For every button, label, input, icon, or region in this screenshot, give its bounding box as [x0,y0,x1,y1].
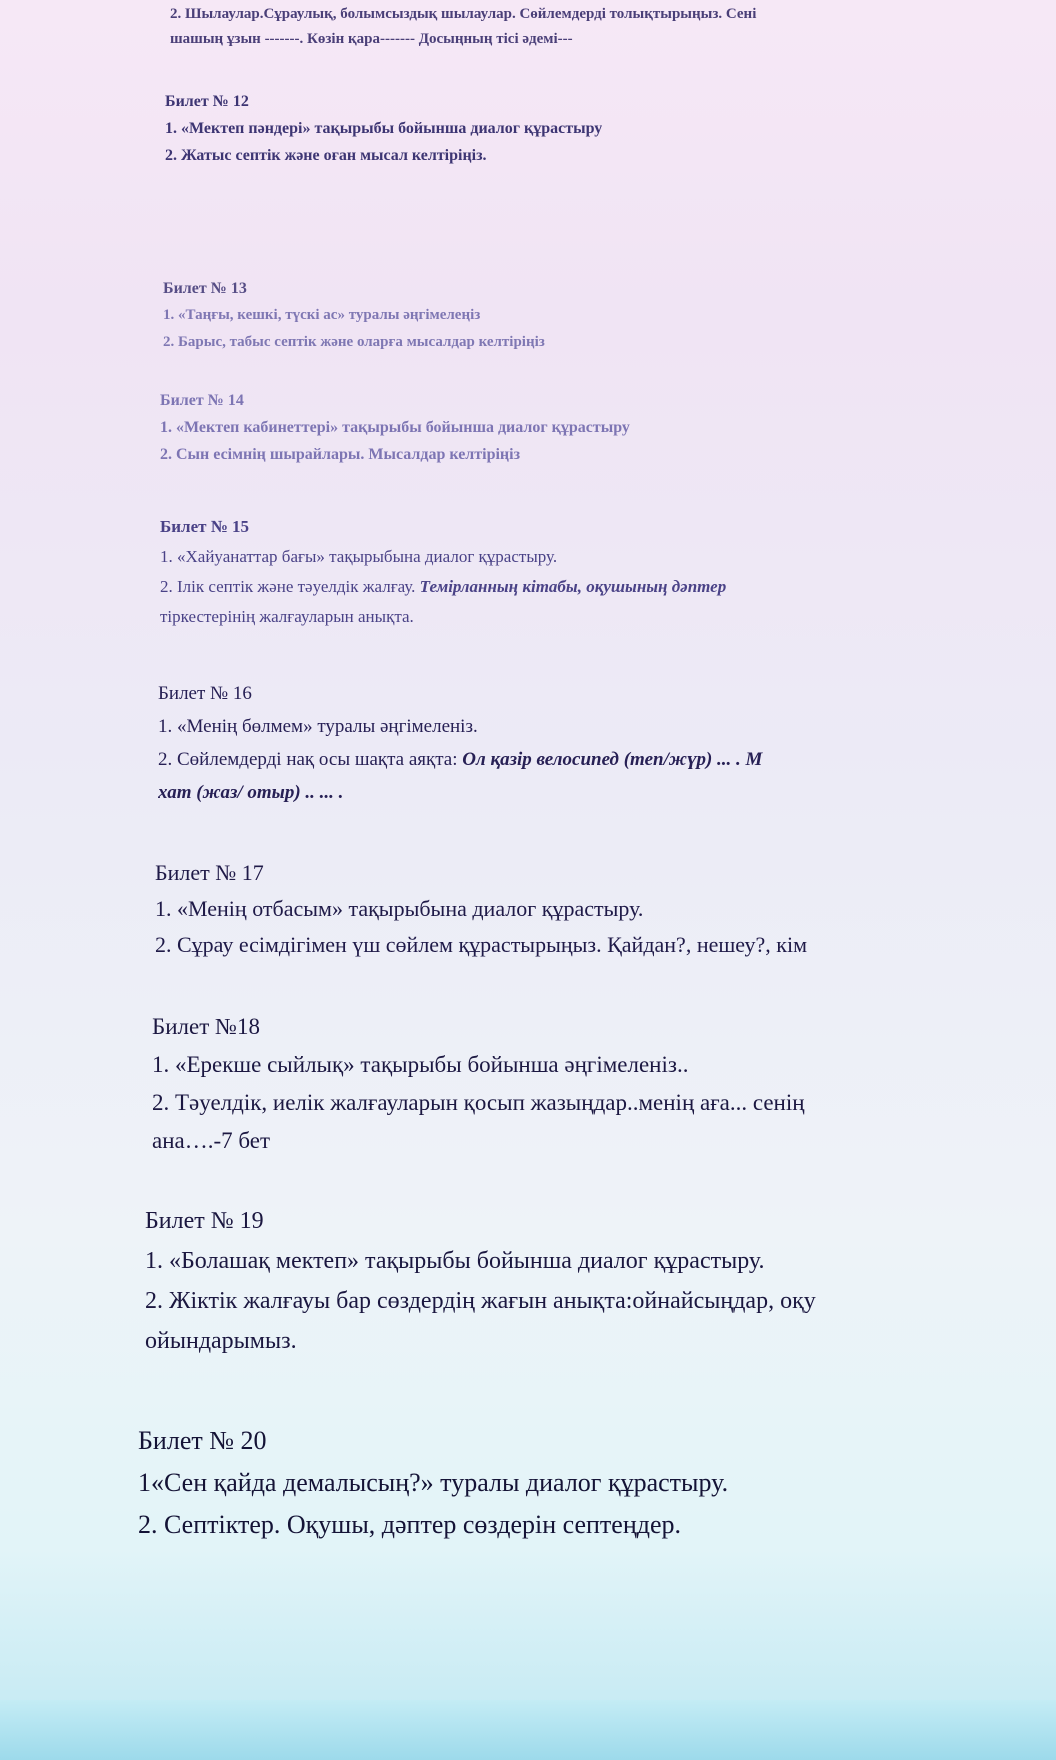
ticket-question: 1«Сен қайда демалысың?» туралы диалог құрастыру. [138,1468,729,1497]
ticket-question: 2. Жатыс септік және оған мысал келтіріңіз. [165,147,487,164]
ticket-19 [145,1201,1056,1361]
ticket-question: 2. Сын есімнің шырайлары. Мысалдар келтіріңіз [160,446,521,463]
ticket-question: тіркестерінің жалғауларын анықта. [160,607,414,626]
ticket-question [160,572,1056,602]
ticket-title: Билет № 13 [163,280,247,297]
ticket-question: 2. Тәуелдік, иелік жалғауларын қосып жазыңдар..менің аға... сенің [152,1090,805,1115]
intro-line: 2. Шылаулар.Сұраулық, болымсыздық шылаулар. Сөйлемдерді толықтырыңыз. Сені [170,6,757,22]
ticket-title: Билет №18 [152,1014,260,1039]
ticket-18 [152,1008,1056,1160]
ticket-15 [160,512,1056,632]
ticket-title: Билет № 15 [160,517,250,536]
ticket-question: 1. «Таңғы, кешкі, түскі ас» туралы әңгімелеңіз [163,307,481,323]
ticket-question-example: хат (жаз/ отыр) .. ... . [158,782,344,803]
intro-line: шашың ұзын -------. Көзін қара------- Досыңның тісі әдемі--- [170,31,573,47]
ticket-question: 1. «Хайуанаттар бағы» тақырыбына диалог құрастыру. [160,547,558,566]
ticket-question: 2. Барыс, табыс септік және оларға мысалдар келтіріңіз [163,334,545,350]
ticket-question: 1. «Менің отбасым» тақырыбына диалог құрастыру. [155,896,644,921]
ticket-14 [160,387,630,468]
page-bottom-edge [0,1700,1056,1760]
ticket-question: 2. Септіктер. Оқушы, дәптер сөздерін септеңдер. [138,1510,682,1539]
ticket-question: 1. «Ерекше сыйлық» тақырыбы бойынша әңгімеленіз.. [152,1052,689,1077]
intro-block [170,2,1050,52]
ticket-title: Билет № 12 [165,93,249,110]
ticket-title: Билет № 17 [155,860,264,885]
ticket-13 [163,275,545,356]
ticket-question-example: Ол қазір велосипед (теп/жүр) ... . М [462,749,763,770]
ticket-title: Билет № 19 [145,1208,264,1234]
ticket-question: 1. «Менің бөлмем» туралы әңгімеленіз. [158,716,478,737]
ticket-question: 1. «Мектеп кабинеттері» тақырыбы бойынша диалог құрастыру [160,419,630,436]
ticket-question: 2. Сұрау есімдігімен үш сөйлем құрастырыңыз. Қайдан?, нешеу?, кім [155,932,808,957]
ticket-20 [138,1420,1056,1546]
ticket-title: Билет № 20 [138,1426,267,1455]
ticket-12 [165,88,602,169]
ticket-question-continued [158,776,1056,809]
ticket-question-text: 2. Сөйлемдерді нақ осы шақта аяқта: [158,749,463,770]
ticket-question-text: 2. Ілік септік және тәуелдік жалғау. [160,577,420,596]
ticket-question: 1. «Болашақ мектеп» тақырыбы бойынша диалог құрастыру. [145,1248,765,1274]
ticket-17 [155,855,1056,963]
ticket-question [158,743,1056,776]
ticket-16 [158,677,1056,809]
ticket-question: 1. «Мектеп пәндері» тақырыбы бойынша диалог құрастыру [165,120,603,137]
ticket-title: Билет № 16 [158,683,252,704]
ticket-question-example: Темірланның кітабы, оқушының дәптер [419,577,727,596]
ticket-title: Билет № 14 [160,392,244,409]
ticket-question-continued: ана….-7 бет [152,1128,271,1153]
ticket-question-continued: ойындарымыз. [145,1328,297,1354]
ticket-question: 2. Жіктік жалғауы бар сөздердің жағын анықта:ойнайсыңдар, оқу [145,1288,816,1314]
